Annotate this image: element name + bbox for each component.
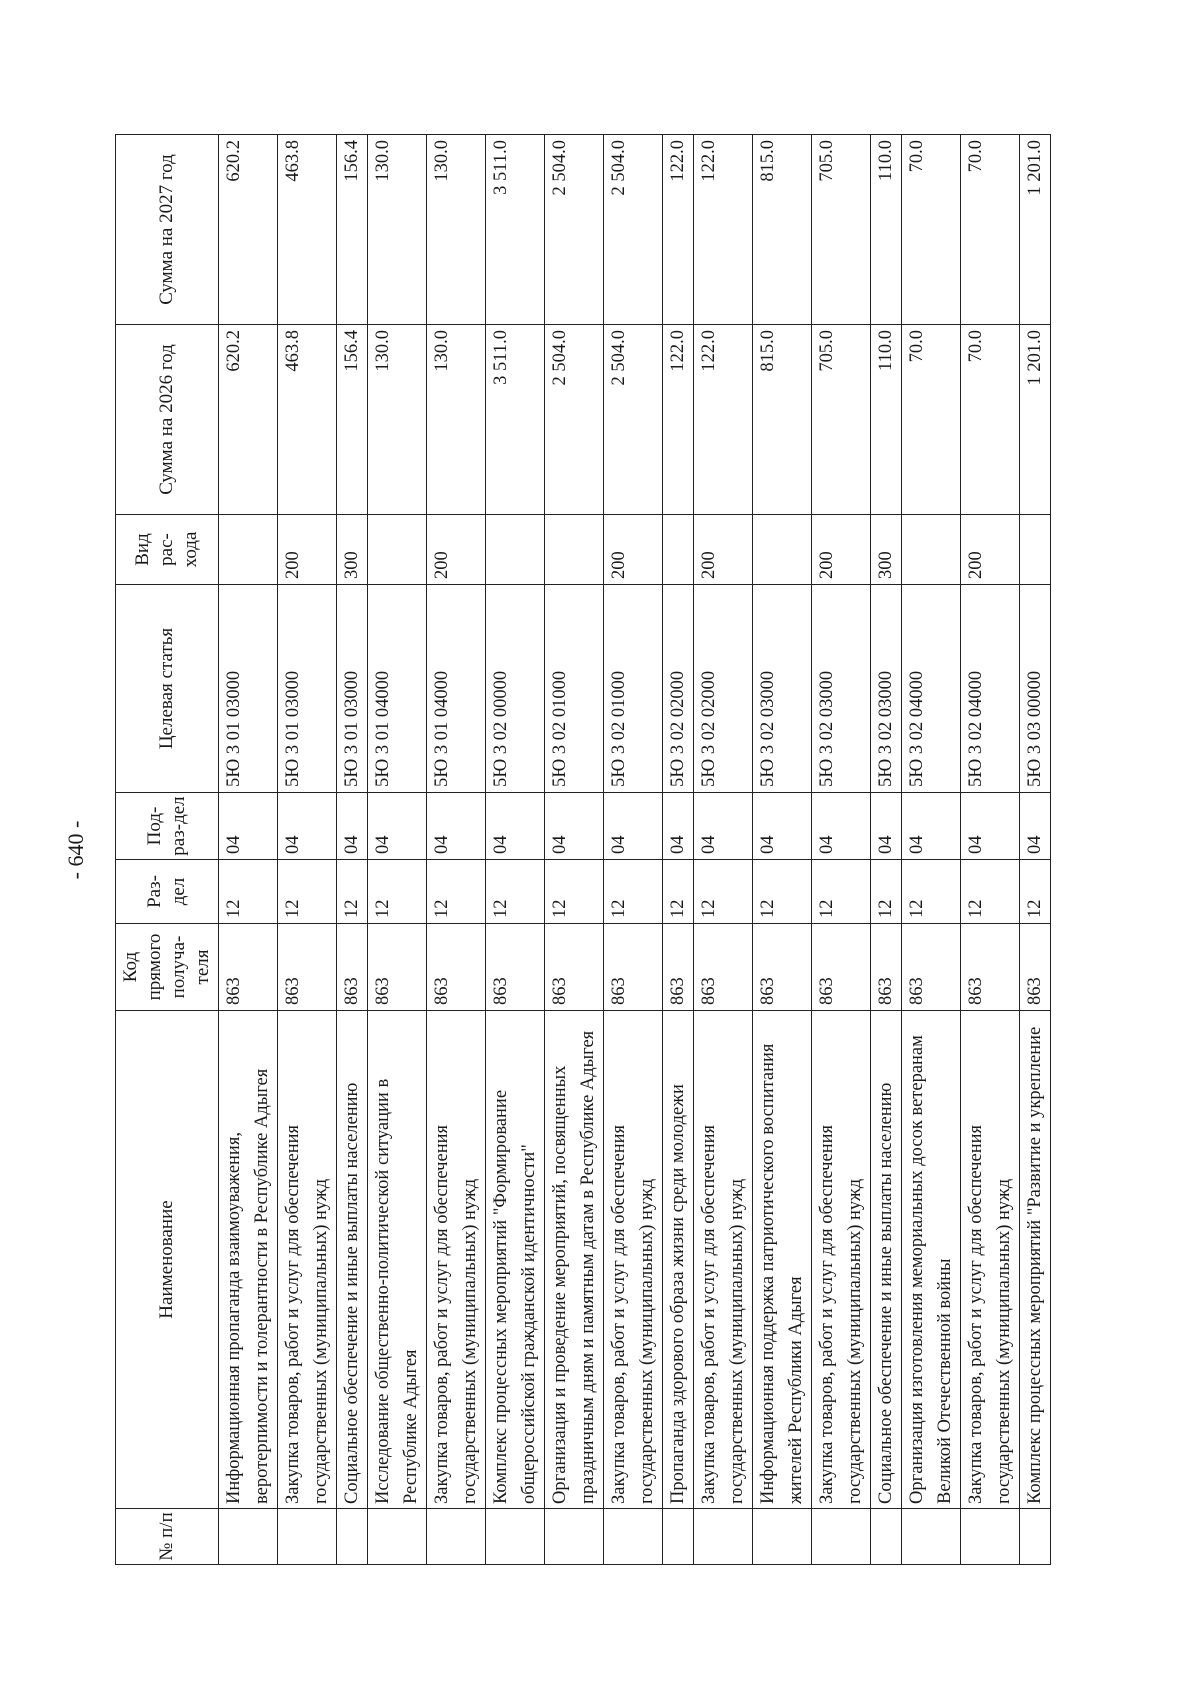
table-row	[812, 135, 871, 1565]
cell-statya: 5Ю 3 01 03000	[278, 585, 337, 793]
table-row	[961, 135, 1020, 1565]
cell-name: Социальное обеспечение и иные выплаты населению	[337, 1011, 368, 1509]
cell-sum-2027: 705.0	[812, 135, 871, 325]
table-row	[663, 135, 694, 1565]
cell-sum-2027: 130.0	[427, 135, 486, 325]
cell-statya: 5Ю 3 02 02000	[694, 585, 753, 793]
cell-vid: 200	[961, 515, 1020, 585]
cell-statya: 5Ю 3 02 04000	[961, 585, 1020, 793]
cell-statya: 5Ю 3 02 01000	[604, 585, 663, 793]
cell-code: 863	[278, 924, 337, 1011]
cell-code: 863	[486, 924, 545, 1011]
cell-statya: 5Ю 3 03 00000	[1020, 585, 1051, 793]
cell-vid	[902, 515, 961, 585]
cell-vid	[663, 515, 694, 585]
cell-code: 863	[812, 924, 871, 1011]
cell-name: Закупка товаров, работ и услуг для обеспечения государственных (муниципальных) нужд	[278, 1011, 337, 1509]
cell-statya: 5Ю 3 01 04000	[427, 585, 486, 793]
cell-sum-2026: 110.0	[871, 325, 902, 515]
table-row	[545, 135, 604, 1565]
cell-vid: 200	[427, 515, 486, 585]
cell-name: Информационная поддержка патриотического воспитания жителей Республики Адыгея	[753, 1011, 812, 1509]
cell-no	[871, 1509, 902, 1565]
cell-no	[219, 1509, 278, 1565]
cell-sum-2027: 130.0	[368, 135, 427, 325]
cell-sum-2026: 130.0	[368, 325, 427, 515]
cell-no	[694, 1509, 753, 1565]
col-header-name: Наименование	[116, 1011, 219, 1509]
cell-razdel: 12	[694, 860, 753, 924]
table-row	[427, 135, 486, 1565]
cell-sum-2026: 3 511.0	[486, 325, 545, 515]
cell-name: Пропаганда здорового образа жизни среди молодежи	[663, 1011, 694, 1509]
table-row	[871, 135, 902, 1565]
cell-sum-2026: 130.0	[427, 325, 486, 515]
cell-sum-2026: 70.0	[902, 325, 961, 515]
cell-vid: 300	[871, 515, 902, 585]
col-header-sum-2026: Сумма на 2026 год	[116, 325, 219, 515]
cell-no	[663, 1509, 694, 1565]
cell-sum-2026: 122.0	[694, 325, 753, 515]
cell-no	[337, 1509, 368, 1565]
cell-statya: 5Ю 3 02 04000	[902, 585, 961, 793]
cell-vid: 200	[694, 515, 753, 585]
cell-code: 863	[604, 924, 663, 1011]
table-row	[902, 135, 961, 1565]
cell-no	[604, 1509, 663, 1565]
cell-statya: 5Ю 3 02 03000	[753, 585, 812, 793]
cell-vid	[486, 515, 545, 585]
cell-code: 863	[663, 924, 694, 1011]
page-number: - 640 -	[63, 820, 88, 880]
cell-razdel: 12	[427, 860, 486, 924]
cell-sum-2027: 463.8	[278, 135, 337, 325]
cell-sum-2026: 2 504.0	[604, 325, 663, 515]
cell-no	[368, 1509, 427, 1565]
cell-no	[753, 1509, 812, 1565]
cell-statya: 5Ю 3 01 03000	[337, 585, 368, 793]
cell-sum-2027: 70.0	[902, 135, 961, 325]
cell-sum-2027: 3 511.0	[486, 135, 545, 325]
cell-razdel: 12	[604, 860, 663, 924]
cell-sum-2027: 2 504.0	[604, 135, 663, 325]
cell-sum-2027: 70.0	[961, 135, 1020, 325]
cell-sum-2027: 1 201.0	[1020, 135, 1051, 325]
table-row	[278, 135, 337, 1565]
cell-podrazdel: 04	[663, 793, 694, 860]
cell-podrazdel: 04	[486, 793, 545, 860]
cell-razdel: 12	[902, 860, 961, 924]
cell-razdel: 12	[278, 860, 337, 924]
cell-code: 863	[753, 924, 812, 1011]
cell-statya: 5Ю 3 02 03000	[812, 585, 871, 793]
col-header-podrazdel: Под-раз-дел	[116, 793, 219, 860]
cell-sum-2026: 463.8	[278, 325, 337, 515]
cell-code: 863	[694, 924, 753, 1011]
table-row	[1020, 135, 1051, 1565]
cell-razdel: 12	[812, 860, 871, 924]
cell-podrazdel: 04	[961, 793, 1020, 860]
cell-no	[902, 1509, 961, 1565]
cell-sum-2027: 110.0	[871, 135, 902, 325]
cell-name: Комплекс процессных мероприятий "Формирование общероссийской гражданской идентичности"	[486, 1011, 545, 1509]
cell-sum-2026: 1 201.0	[1020, 325, 1051, 515]
cell-statya: 5Ю 3 02 01000	[545, 585, 604, 793]
col-header-razdel: Раз-дел	[116, 860, 219, 924]
cell-sum-2026: 2 504.0	[545, 325, 604, 515]
cell-vid: 200	[278, 515, 337, 585]
cell-razdel: 12	[337, 860, 368, 924]
cell-statya: 5Ю 3 02 00000	[486, 585, 545, 793]
header-row	[116, 135, 219, 1565]
budget-table	[115, 134, 1051, 1565]
cell-vid	[753, 515, 812, 585]
cell-sum-2027: 815.0	[753, 135, 812, 325]
cell-podrazdel: 04	[368, 793, 427, 860]
cell-name: Организация изготовления мемориальных досок ветеранам Великой Отечественной войны	[902, 1011, 961, 1509]
table-row	[753, 135, 812, 1565]
cell-sum-2027: 2 504.0	[545, 135, 604, 325]
cell-sum-2027: 156.4	[337, 135, 368, 325]
cell-no	[1020, 1509, 1051, 1565]
table-row	[604, 135, 663, 1565]
cell-podrazdel: 04	[278, 793, 337, 860]
cell-name: Организация и проведение мероприятий, посвященных праздничным дням и памятным датам в Республике Адыгея	[545, 1011, 604, 1509]
col-header-code: Код прямого получа-теля	[116, 924, 219, 1011]
cell-name: Закупка товаров, работ и услуг для обеспечения государственных (муниципальных) нужд	[812, 1011, 871, 1509]
col-header-vid: Вид рас-хода	[116, 515, 219, 585]
cell-vid	[368, 515, 427, 585]
cell-no	[278, 1509, 337, 1565]
cell-razdel: 12	[753, 860, 812, 924]
cell-no	[545, 1509, 604, 1565]
cell-podrazdel: 04	[694, 793, 753, 860]
col-header-sum-2027: Сумма на 2027 год	[116, 135, 219, 325]
cell-sum-2026: 815.0	[753, 325, 812, 515]
cell-sum-2026: 122.0	[663, 325, 694, 515]
cell-vid: 300	[337, 515, 368, 585]
cell-podrazdel: 04	[604, 793, 663, 860]
cell-podrazdel: 04	[545, 793, 604, 860]
cell-name: Исследование общественно-политической ситуации в Республике Адыгея	[368, 1011, 427, 1509]
cell-name: Информационная пропаганда взаимоуважения, веротерпимости и толерантности в Республике Адыгея	[219, 1011, 278, 1509]
cell-podrazdel: 04	[871, 793, 902, 860]
cell-name: Закупка товаров, работ и услуг для обеспечения государственных (муниципальных) нужд	[427, 1011, 486, 1509]
cell-razdel: 12	[545, 860, 604, 924]
cell-code: 863	[545, 924, 604, 1011]
cell-vid: 200	[812, 515, 871, 585]
cell-podrazdel: 04	[753, 793, 812, 860]
cell-name: Закупка товаров, работ и услуг для обеспечения государственных (муниципальных) нужд	[961, 1011, 1020, 1509]
rotated-page	[63, 135, 1060, 1565]
cell-sum-2026: 70.0	[961, 325, 1020, 515]
cell-podrazdel: 04	[337, 793, 368, 860]
col-header-no: № п/п	[116, 1509, 219, 1565]
cell-razdel: 12	[368, 860, 427, 924]
cell-code: 863	[961, 924, 1020, 1011]
cell-name: Комплекс процессных мероприятий "Развитие и укрепление	[1020, 1011, 1051, 1509]
cell-statya: 5Ю 3 02 02000	[663, 585, 694, 793]
cell-code: 863	[871, 924, 902, 1011]
cell-vid	[1020, 515, 1051, 585]
cell-statya: 5Ю 3 01 03000	[219, 585, 278, 793]
cell-code: 863	[219, 924, 278, 1011]
cell-razdel: 12	[871, 860, 902, 924]
cell-podrazdel: 04	[902, 793, 961, 860]
cell-vid	[219, 515, 278, 585]
cell-sum-2027: 122.0	[663, 135, 694, 325]
cell-name: Закупка товаров, работ и услуг для обеспечения государственных (муниципальных) нужд	[604, 1011, 663, 1509]
cell-statya: 5Ю 3 02 03000	[871, 585, 902, 793]
cell-code: 863	[902, 924, 961, 1011]
cell-statya: 5Ю 3 01 04000	[368, 585, 427, 793]
cell-podrazdel: 04	[1020, 793, 1051, 860]
table-body	[219, 135, 1051, 1565]
cell-razdel: 12	[1020, 860, 1051, 924]
cell-no	[961, 1509, 1020, 1565]
cell-razdel: 12	[961, 860, 1020, 924]
cell-code: 863	[427, 924, 486, 1011]
cell-razdel: 12	[219, 860, 278, 924]
cell-name: Социальное обеспечение и иные выплаты населению	[871, 1011, 902, 1509]
cell-sum-2026: 156.4	[337, 325, 368, 515]
cell-code: 863	[1020, 924, 1051, 1011]
cell-no	[486, 1509, 545, 1565]
cell-podrazdel: 04	[427, 793, 486, 860]
cell-sum-2026: 620.2	[219, 325, 278, 515]
cell-razdel: 12	[663, 860, 694, 924]
cell-no	[812, 1509, 871, 1565]
table-row	[219, 135, 278, 1565]
cell-sum-2027: 620.2	[219, 135, 278, 325]
cell-podrazdel: 04	[219, 793, 278, 860]
cell-sum-2027: 122.0	[694, 135, 753, 325]
cell-no	[427, 1509, 486, 1565]
table-row	[486, 135, 545, 1565]
col-header-statya: Целевая статья	[116, 585, 219, 793]
cell-razdel: 12	[486, 860, 545, 924]
table-row	[337, 135, 368, 1565]
cell-podrazdel: 04	[812, 793, 871, 860]
table-row	[368, 135, 427, 1565]
cell-code: 863	[337, 924, 368, 1011]
cell-name: Закупка товаров, работ и услуг для обеспечения государственных (муниципальных) нужд	[694, 1011, 753, 1509]
cell-code: 863	[368, 924, 427, 1011]
cell-sum-2026: 705.0	[812, 325, 871, 515]
cell-vid: 200	[604, 515, 663, 585]
table-row	[694, 135, 753, 1565]
cell-vid	[545, 515, 604, 585]
